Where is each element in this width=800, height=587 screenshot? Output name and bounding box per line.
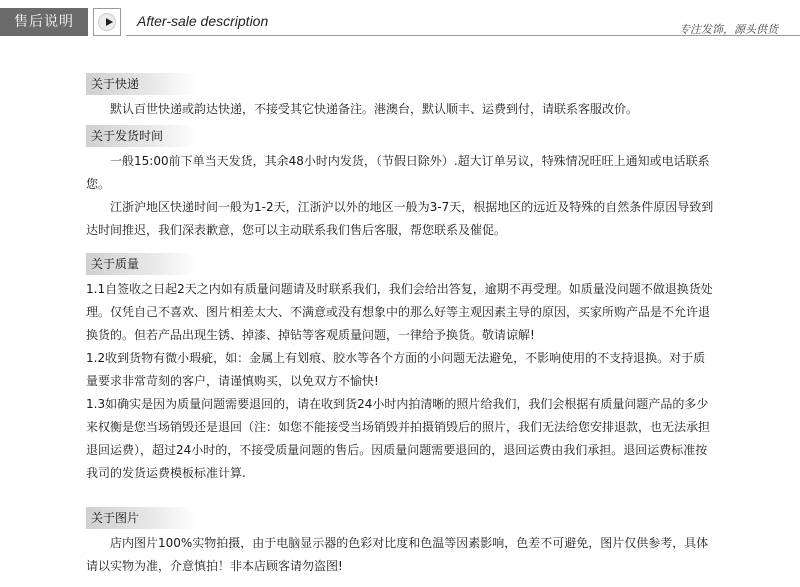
after-sale-tab: 售后说明 xyxy=(0,8,88,36)
play-button[interactable] xyxy=(93,8,121,36)
paragraph: 默认百世快递或韵达快递，不接受其它快递备注。港澳台，默认顺丰、运费到付，请联系客服改价。 xyxy=(110,102,639,116)
english-title: After-sale description xyxy=(137,13,269,29)
paragraph: 1.2收到货物有微小瑕疵，如：金属上有划痕、胶水等各个方面的小问题无法避免，不影响使用的不支持退换。对于质量要求非常苛刻的客户，请谨慎购买，以免双方不愉快! xyxy=(86,351,706,388)
paragraph: 1.3如确实是因为质量问题需要退回的，请在收到货24小时内拍清晰的照片给我们，我们会根据有质量问题产品的多少来权衡是您当场销毁还是退回（注：如您不能接受当场销毁并拍摄销毁后的照片，我们无法给您安排退款，也无法承担退回运费），超过24小时的，不接受质量问题的售后。因质量问题需要退回的，退回运费由我们承担。退回运费标准按我司的发货运费模板标准计算. xyxy=(86,397,711,480)
paragraph: 江浙沪地区快递时间一般为1-2天，江浙沪以外的地区一般为3-7天，根据地区的远近及特殊的自然条件原因导致到达时间推迟，我们深表歉意，您可以主动联系我们售后客服，帮您联系及催促。 xyxy=(86,200,714,237)
page-header xyxy=(0,0,800,44)
section-shipping-time xyxy=(86,125,714,242)
paragraph: 1.1自签收之日起2天之内如有质量问题请及时联系我们，我们会给出答复，逾期不再受理。如质量没问题不做退换货处理。仅凭自己不喜欢、图片相差太大、不满意或没有想象中的那么好等主观因素主导的原因，买家所购产品是不允许退换货的。但若产品出现生锈、掉漆、掉钻等客观质量问题，一律给予换货。敬请谅解! xyxy=(86,282,713,342)
play-icon xyxy=(98,13,116,31)
section-pictures xyxy=(86,507,714,578)
section-express xyxy=(86,73,714,121)
section-quality xyxy=(86,253,714,485)
section-title: 关于发货时间 xyxy=(86,125,196,147)
section-title: 关于图片 xyxy=(86,507,196,529)
paragraph: 一般15:00前下单当天发货，其余48小时内发货，（节假日除外）.超大订单另议，特殊情况旺旺上通知或电话联系您。 xyxy=(86,154,710,191)
section-title: 关于快递 xyxy=(86,73,196,95)
paragraph: 店内图片100%实物拍摄，由于电脑显示器的色彩对比度和色温等因素影响，色差不可避免，图片仅供参考，具体请以实物为准，介意慎拍！非本店顾客请勿盗图! xyxy=(86,536,709,573)
shop-slogan: 专注发饰，源头供货 xyxy=(679,23,778,36)
section-title: 关于质量 xyxy=(86,253,196,275)
